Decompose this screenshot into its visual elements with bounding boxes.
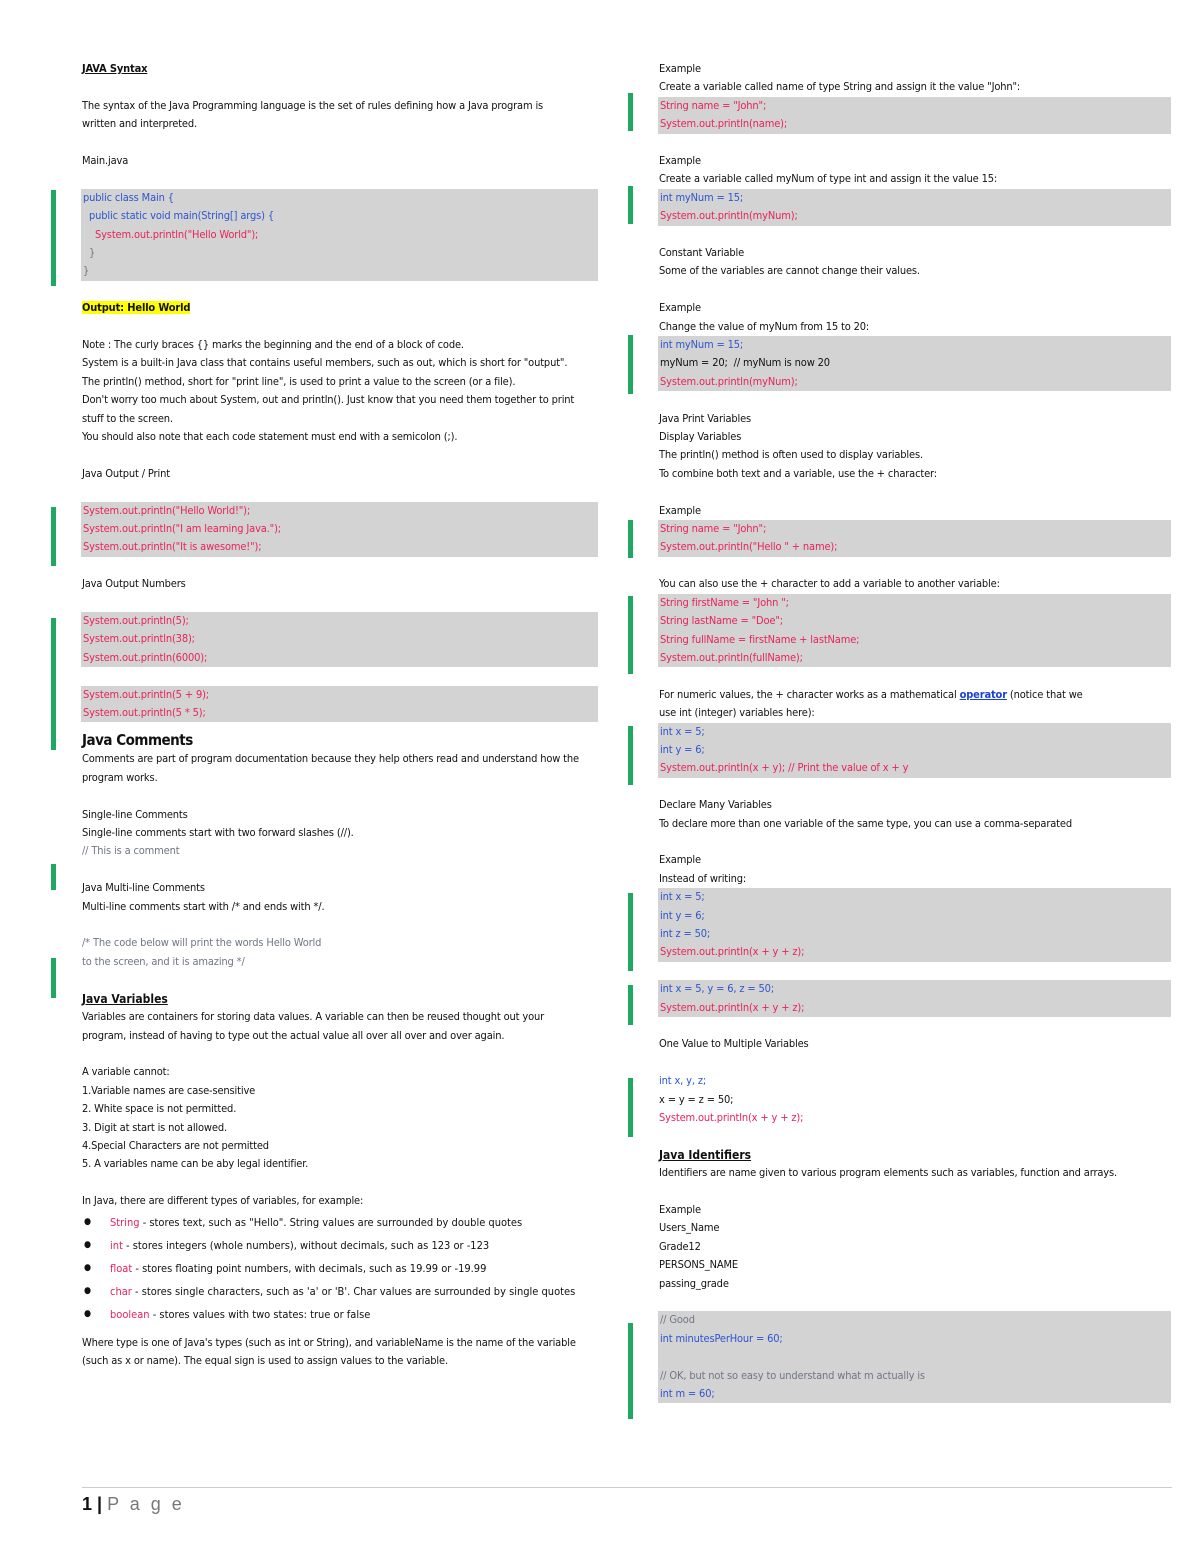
note-line-2: System is a built-in Java class that contains useful members, such as out, which is short for "output". [82, 356, 568, 370]
identifier-item: Users_Name [659, 1221, 720, 1235]
one-value-code-3: System.out.println(x + y + z); [659, 1110, 804, 1124]
code-block-print [81, 502, 598, 557]
code-line: // OK, but not so easy to understand what m actually is [660, 1368, 925, 1382]
code-block-ex2 [658, 189, 1171, 226]
ex3-text: Change the value of myNum from 15 to 20: [659, 319, 870, 333]
display-line-2: To combine both text and a variable, use the + character: [659, 466, 937, 480]
list-item: ● boolean - stores values with two states: true or false [82, 1303, 598, 1326]
code-line: System.out.println(x + y + z); [660, 1000, 805, 1014]
code-margin-bar [51, 618, 56, 750]
vars-line-2: program, instead of having to type out the actual value all over all over and over again. [82, 1028, 505, 1042]
multi-code-2: to the screen, and it is amazing */ [82, 954, 245, 968]
code-line: int myNum = 15; [660, 338, 744, 352]
display-heading: Display Variables [659, 430, 742, 444]
code-line: System.out.println(x + y); // Print the value of x + y [660, 761, 909, 775]
note-line-5: stuff to the screen. [82, 411, 173, 425]
identifiers-title: Java Identifiers [659, 1147, 752, 1162]
ex1-text: Create a variable called name of type String and assign it the value "John": [659, 80, 1021, 94]
list-item: ● float - stores floating point numbers, with decimals, such as 19.99 or -19.99 [82, 1257, 598, 1280]
list-item: ● String - stores text, such as "Hello". String values are surrounded by double quotes [82, 1211, 598, 1234]
single-text: Single-line comments start with two forward slashes (//). [82, 826, 354, 840]
example-label: Example [659, 1202, 701, 1216]
const-heading: Constant Variable [659, 246, 745, 260]
vars-line-1: Variables are containers for storing data values. A variable can then be reused thought out your [82, 1010, 545, 1024]
page-footer: 1 | P a g e [82, 1487, 1172, 1515]
add-text: You can also use the + character to add a variable to another variable: [659, 577, 1000, 591]
code-margin-bar [628, 520, 633, 558]
left-column [82, 60, 598, 1370]
code-line: int myNum = 15; [660, 190, 744, 204]
code-line: System.out.println("Hello World"); [83, 227, 259, 241]
code-line: } [83, 246, 96, 260]
operator-link[interactable]: operator [959, 687, 1007, 701]
code-line: int x = 5; [660, 890, 705, 904]
note-line-1: Note : The curly braces {} marks the beginning and the end of a block of code. [82, 338, 464, 352]
example-label: Example [659, 301, 701, 315]
comments-title: Java Comments [82, 731, 193, 750]
code-block-numeric [658, 723, 1171, 778]
code-line: int x = 5; [660, 724, 705, 738]
multi-text: Multi-line comments start with /* and ends with */. [82, 899, 325, 913]
types-list [82, 1211, 598, 1326]
note-line-3: The println() method, short for "print line", is used to print a value to the screen (or a file). [82, 374, 516, 388]
variables-title: Java Variables [82, 991, 168, 1006]
list-item: ● int - stores integers (whole numbers), without decimals, such as 123 or -123 [82, 1234, 598, 1257]
code-line: System.out.println("Hello World!"); [83, 503, 251, 517]
code-line: System.out.println(6000); [83, 650, 208, 664]
print-heading: Java Output / Print [82, 466, 170, 480]
intro-line-2: written and interpreted. [82, 117, 197, 131]
page-number: 1 [82, 1494, 93, 1514]
rule-item: 5. A variables name can be aby legal identifier. [82, 1157, 309, 1171]
cannot-heading: A variable cannot: [82, 1065, 170, 1079]
one-value-heading: One Value to Multiple Variables [659, 1037, 809, 1051]
syntax-title: JAVA Syntax [82, 62, 148, 75]
code-line: System.out.println("It is awesome!"); [83, 540, 262, 554]
code-block-ex3 [658, 336, 1171, 391]
intro-line-1: The syntax of the Java Programming language is the set of rules defining how a Java program is [82, 98, 544, 112]
code-margin-bar [628, 893, 633, 971]
code-margin-bar [51, 190, 56, 286]
code-line: System.out.println(myNum); [660, 374, 798, 388]
code-line: String name = "John"; [660, 98, 767, 112]
code-block-main [81, 189, 598, 281]
rule-item: 2. White space is not permitted. [82, 1102, 237, 1116]
identifier-item: PERSONS_NAME [659, 1258, 738, 1272]
one-value-code-2: x = y = z = 50; [659, 1092, 734, 1106]
code-margin-bar [628, 1323, 633, 1419]
single-heading: Single-line Comments [82, 807, 188, 821]
code-margin-bar [628, 596, 633, 674]
code-block-numbers [81, 612, 598, 667]
right-column [659, 60, 1171, 1403]
numeric-line-2: use int (integer) variables here): [659, 706, 815, 720]
many-heading: Declare Many Variables [659, 798, 772, 812]
code-block-ex4 [658, 520, 1171, 557]
code-line: System.out.println("Hello " + name); [660, 540, 838, 554]
code-line: int x = 5, y = 6, z = 50; [660, 982, 775, 996]
code-line: int z = 50; [660, 926, 711, 940]
comments-line-1: Comments are part of program documentation because they help others read and understand how the [82, 752, 579, 766]
code-line: int y = 6; [660, 908, 705, 922]
file-name: Main.java [82, 154, 129, 167]
code-line: System.out.println(x + y + z); [660, 945, 805, 959]
code-block-ex5 [658, 888, 1171, 962]
code-margin-bar [628, 1078, 633, 1137]
code-margin-bar [628, 726, 633, 785]
single-code: // This is a comment [82, 844, 180, 858]
code-line: String name = "John"; [660, 522, 767, 536]
code-line: System.out.println(fullName); [660, 650, 803, 664]
example-label: Example [659, 154, 701, 168]
where-line-2: (such as x or name). The equal sign is used to assign values to the variable. [82, 1353, 448, 1367]
output-highlight: Output: Hello World [82, 301, 191, 315]
example-label: Example [659, 62, 701, 75]
code-line: System.out.println(38); [83, 632, 195, 646]
code-line: System.out.println(5); [83, 614, 189, 628]
many-text: To declare more than one variable of the same type, you can use a comma-separated [659, 816, 1072, 830]
print-vars-heading: Java Print Variables [659, 411, 752, 425]
ident-text: Identifiers are name given to various program elements such as variables, function and arrays. [659, 1166, 1117, 1180]
one-value-code-1: int x, y, z; [659, 1074, 707, 1088]
code-block-ex5-2 [658, 980, 1171, 1017]
code-margin-bar [51, 864, 56, 890]
ex2-text: Create a variable called myNum of type int and assign it the value 15: [659, 172, 998, 186]
code-margin-bar [628, 186, 633, 224]
note-line-6: You should also note that each code statement must end with a semicolon (;). [82, 430, 458, 444]
code-line: } [83, 264, 90, 278]
code-line: String lastName = "Doe"; [660, 614, 783, 628]
types-heading: In Java, there are different types of variables, for example: [82, 1194, 364, 1208]
code-margin-bar [628, 335, 633, 394]
code-block-add [658, 594, 1171, 668]
multi-code-1: /* The code below will print the words Hello World [82, 936, 322, 950]
code-line: String fullName = firstName + lastName; [660, 632, 860, 646]
code-margin-bar [628, 985, 633, 1025]
numeric-line-1: For numeric values, the + character works as a mathematical operator (notice that we [659, 687, 1083, 701]
list-item: ● char - stores single characters, such as 'a' or 'B'. Char values are surrounded by single quotes [82, 1280, 598, 1303]
code-line: public static void main(String[] args) { [83, 209, 274, 223]
code-margin-bar [628, 93, 633, 131]
example-label: Example [659, 503, 701, 517]
code-line: System.out.println(name); [660, 117, 788, 131]
note-line-4: Don't worry too much about System, out and println(). Just know that you need them together to print [82, 393, 575, 407]
code-line: int m = 60; [660, 1387, 715, 1401]
code-line: String firstName = "John "; [660, 595, 789, 609]
ex5-text: Instead of writing: [659, 871, 747, 885]
code-line: System.out.println(myNum); [660, 209, 798, 223]
rule-item: 1.Variable names are case-sensitive [82, 1083, 256, 1097]
identifier-item: passing_grade [659, 1276, 729, 1290]
numbers-heading: Java Output Numbers [82, 577, 186, 591]
const-text: Some of the variables are cannot change their values. [659, 264, 920, 278]
multi-heading: Java Multi-line Comments [82, 881, 205, 895]
where-line-1: Where type is one of Java's types (such as int or String), and variableName is the name of the variable [82, 1335, 576, 1349]
rule-item: 4.Special Characters are not permitted [82, 1138, 269, 1152]
code-line: public class Main { [83, 190, 174, 204]
code-line: System.out.println("I am learning Java."); [83, 522, 281, 536]
rule-item: 3. Digit at start is not allowed. [82, 1120, 227, 1134]
page-label: P a g e [107, 1494, 185, 1514]
comments-line-2: program works. [82, 770, 158, 784]
display-line-1: The println() method is often used to display variables. [659, 448, 923, 462]
example-label: Example [659, 853, 701, 867]
code-block-ex6 [658, 1311, 1171, 1403]
code-line: // Good [660, 1313, 695, 1327]
identifier-item: Grade12 [659, 1239, 701, 1253]
code-line: System.out.println(5 + 9); [83, 687, 209, 701]
code-margin-bar [51, 958, 56, 998]
code-line: System.out.println(5 * 5); [83, 706, 206, 720]
code-line: myNum = 20; // myNum is now 20 [660, 356, 830, 370]
code-block-numbers-2 [81, 686, 598, 723]
code-block-ex1 [658, 97, 1171, 134]
code-line: int y = 6; [660, 742, 705, 756]
code-margin-bar [51, 507, 56, 566]
code-line: int minutesPerHour = 60; [660, 1331, 783, 1345]
